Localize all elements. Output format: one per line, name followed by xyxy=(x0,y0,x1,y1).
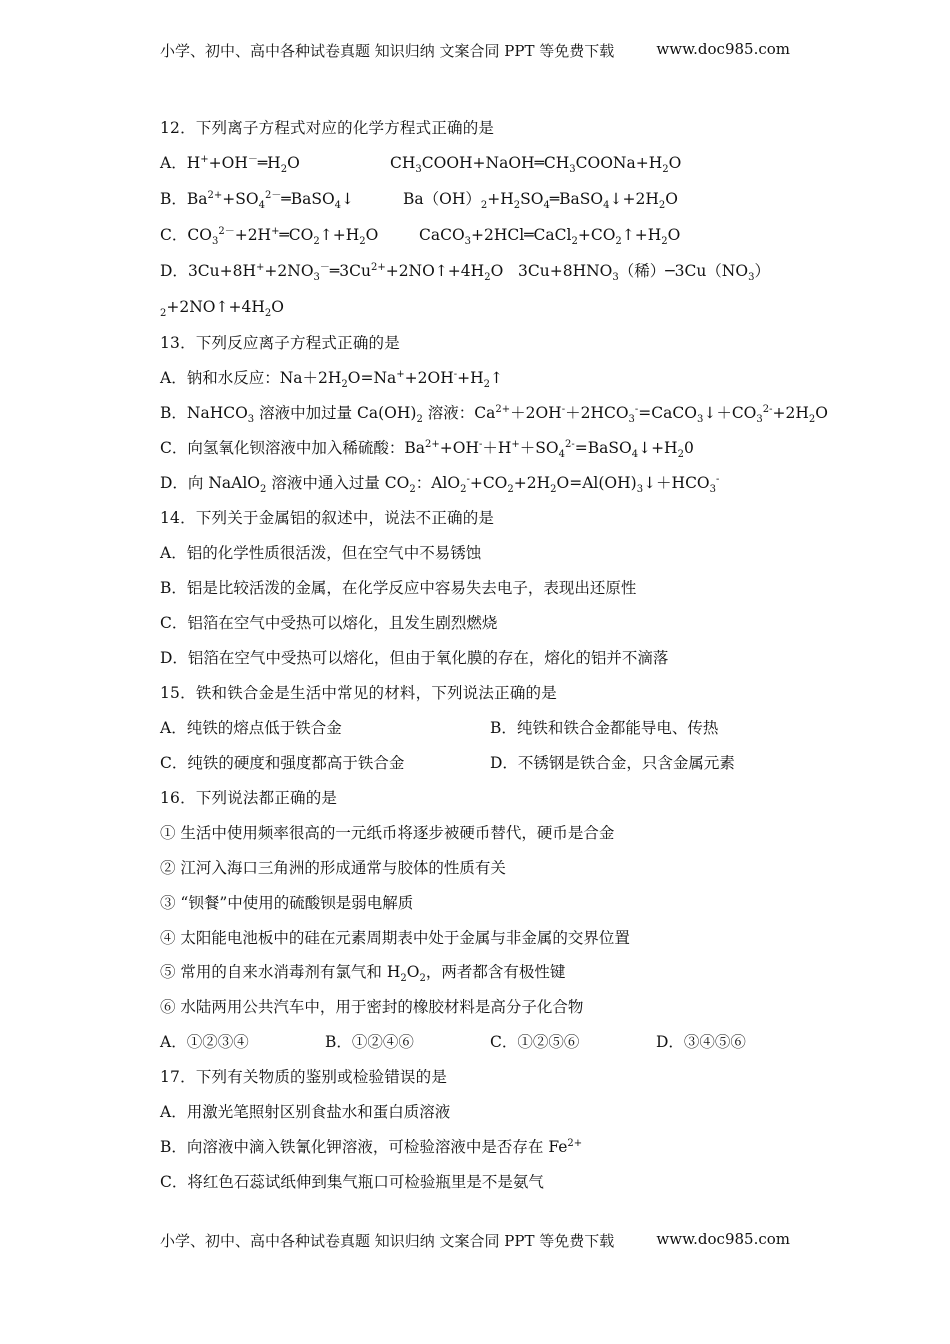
q15-stem: 15．铁和铁合金是生活中常见的材料，下列说法正确的是 xyxy=(160,684,557,702)
q16-option-b: B．①②④⑥ xyxy=(325,1033,414,1051)
footer-left-text: 小学、初中、高中各种试卷真题 知识归纳 文案合同 PPT 等免费下载 xyxy=(160,1232,615,1250)
q16-statement-2: ② 江河入海口三角洲的形成通常与胶体的性质有关 xyxy=(160,859,506,877)
header-url: www.doc985.com xyxy=(656,40,790,58)
q15-option-b: B．纯铁和铁合金都能导电、传热 xyxy=(490,719,719,737)
q13-option-c: C．向氢氧化钡溶液中加入稀硫酸：$Ba^{2+}+OH^-+H^++SO_4^{2-}=BaSO_4↓+H_20$ xyxy=(160,438,694,461)
q14-stem: 14．下列关于金属铝的叙述中，说法不正确的是 xyxy=(160,509,495,527)
header-left-text: 小学、初中、高中各种试卷真题 知识归纳 文案合同 PPT 等免费下载 xyxy=(160,42,615,60)
q12-option-b: B．$Ba^{2+}+SO_4^{2-}═BaSO_4↓$ $Ba(OH)_2+H_2SO_4═BaSO_4↓+2H_2O$ xyxy=(160,189,678,212)
q15-option-d: D．不锈钢是铁合金，只含金属元素 xyxy=(490,754,735,772)
q14-option-a: A．铝的化学性质很活泼，但在空气中不易锈蚀 xyxy=(160,544,482,562)
q16-statement-5: ⑤ 常用的自来水消毒剂有氯气和 $H_2O_2$，两者都含有极性键 xyxy=(160,963,566,985)
q14-option-d: D．铝箔在空气中受热可以熔化，但由于氧化膜的存在，熔化的铝并不滴落 xyxy=(160,649,669,667)
q16-statement-4: ④ 太阳能电池板中的硅在元素周期表中处于金属与非金属的交界位置 xyxy=(160,929,630,947)
q12-option-d-cont: $_2+2NO↑+4H_2O$ xyxy=(160,298,284,320)
q12-option-c: C．$CO_3^{2-}+2H^+═CO_2↑+H_2O$ $CaCO_3+2HCl═CaCl_2+CO_2↑+H_2O$ xyxy=(160,225,681,248)
q16-statement-6: ⑥ 水陆两用公共汽车中，用于密封的橡胶材料是高分子化合物 xyxy=(160,998,584,1016)
q15-option-a: A．纯铁的熔点低于铁合金 xyxy=(160,719,342,737)
q16-stem: 16．下列说法都正确的是 xyxy=(160,789,338,807)
q13-option-d: D．向 NaAlO$_2$ 溶液中通入过量 $CO_2$：$AlO_2^-+CO_2+2H_2O=Al(OH)_3↓+HCO_3^-$ xyxy=(160,473,720,496)
q16-option-a: A．①②③④ xyxy=(160,1033,249,1051)
q16-option-d: D．③④⑤⑥ xyxy=(656,1033,746,1051)
q14-option-c: C．铝箔在空气中受热可以熔化，且发生剧烈燃烧 xyxy=(160,614,498,632)
q12-stem: 12．下列离子方程式对应的化学方程式正确的是 xyxy=(160,119,495,137)
footer-url: www.doc985.com xyxy=(656,1230,790,1248)
q17-stem: 17．下列有关物质的鉴别或检验错误的是 xyxy=(160,1068,448,1086)
q17-option-b: B．向溶液中滴入铁氰化钾溶液，可检验溶液中是否存在 $Fe^{2+}$ xyxy=(160,1137,583,1156)
q12-option-a: A．$H^++OH^-═H_2O$ $CH_3COOH+NaOH═CH_3COONa+H_2O$ xyxy=(160,153,682,176)
q17-option-c: C．将红色石蕊试纸伸到集气瓶口可检验瓶里是不是氨气 xyxy=(160,1173,544,1191)
q13-option-b: B．NaHCO$_3$ 溶液中加过量 $Ca(OH)_2$ 溶液：$Ca^{2+}+2OH^-+2HCO_3^-=CaCO_3↓+CO_3^{2-}+2H_2O$ xyxy=(160,403,828,426)
q16-option-c: C．①②⑤⑥ xyxy=(490,1033,580,1051)
q15-option-c: C．纯铁的硬度和强度都高于铁合金 xyxy=(160,754,405,772)
q13-option-a: A．钠和水反应：$Na+2H_2O=Na^++2OH^-+H_2↑$ xyxy=(160,368,504,391)
page-footer xyxy=(160,1230,790,1251)
page-header xyxy=(160,40,790,61)
q13-stem: 13．下列反应离子方程式正确的是 xyxy=(160,334,400,352)
q14-option-b: B．铝是比较活泼的金属，在化学反应中容易失去电子，表现出还原性 xyxy=(160,579,637,597)
q12-option-d: D．$3Cu+8H^++2NO_3^-═3Cu^{2+}+2NO↑+4H_2O$ $3Cu+8HNO_3$（稀）$─3Cu(NO_3)$ xyxy=(160,261,770,284)
q17-option-a: A．用激光笔照射区别食盐水和蛋白质溶液 xyxy=(160,1103,451,1121)
q16-statement-1: ① 生活中使用频率很高的一元纸币将逐步被硬币替代，硬币是合金 xyxy=(160,824,615,842)
q16-statement-3: ③ “钡餐”中使用的硫酸钡是弱电解质 xyxy=(160,894,414,912)
